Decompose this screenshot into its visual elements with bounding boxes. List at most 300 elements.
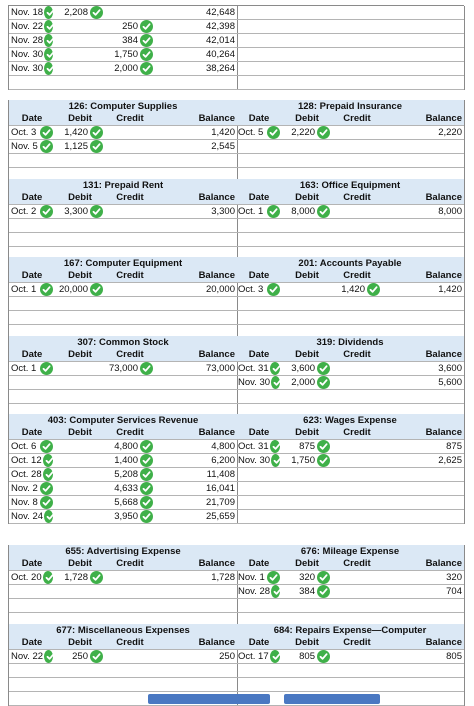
header-balance: Balance	[198, 270, 235, 281]
date-cell[interactable]	[236, 48, 282, 62]
date-cell[interactable]	[236, 219, 282, 233]
debit-cell[interactable]	[282, 585, 332, 599]
ledger-row	[236, 34, 464, 48]
date-cell[interactable]	[9, 126, 55, 140]
date-value: Oct. 31	[238, 363, 269, 374]
debit-cell[interactable]	[55, 571, 105, 585]
next-button[interactable]	[284, 694, 380, 704]
balance-value: 3,300	[211, 206, 235, 217]
ledger-row	[236, 283, 464, 297]
date-cell[interactable]	[9, 283, 55, 297]
date-cell[interactable]	[9, 664, 55, 678]
credit-cell[interactable]	[105, 233, 155, 247]
debit-cell[interactable]	[55, 496, 105, 510]
debit-cell[interactable]	[55, 482, 105, 496]
credit-cell[interactable]	[332, 390, 382, 404]
debit-cell[interactable]	[282, 664, 332, 678]
ledger-row	[9, 233, 237, 247]
debit-cell[interactable]	[55, 20, 105, 34]
ledger-row	[9, 297, 237, 311]
account-title-row	[236, 336, 464, 348]
balance-cell	[155, 571, 237, 585]
date-cell[interactable]	[9, 496, 55, 510]
balance-cell	[382, 297, 464, 311]
credit-cell[interactable]	[332, 650, 382, 664]
credit-cell[interactable]	[332, 496, 382, 510]
credit-cell[interactable]	[332, 48, 382, 62]
debit-value: 2,000	[291, 377, 315, 388]
header-balance: Balance	[425, 192, 462, 203]
date-value: Nov. 30	[238, 455, 271, 466]
date-cell[interactable]	[236, 6, 282, 20]
debit-cell[interactable]	[282, 650, 332, 664]
ledger-row	[236, 510, 464, 524]
debit-cell[interactable]	[55, 62, 105, 76]
correct-check-icon	[43, 468, 53, 481]
credit-cell[interactable]	[332, 454, 382, 468]
credit-cell[interactable]	[332, 664, 382, 678]
debit-cell[interactable]	[55, 650, 105, 664]
correct-check-icon	[40, 496, 53, 509]
credit-cell[interactable]	[332, 233, 382, 247]
debit-cell[interactable]	[282, 482, 332, 496]
date-value: Oct. 31	[238, 441, 269, 452]
correct-check-icon	[90, 126, 103, 139]
date-value: Nov. 8	[11, 497, 38, 508]
correct-check-icon	[267, 205, 280, 218]
correct-check-icon	[140, 62, 153, 75]
debit-cell[interactable]	[282, 48, 332, 62]
credit-cell[interactable]	[105, 678, 155, 692]
balance-cell	[382, 76, 464, 90]
credit-cell[interactable]	[105, 599, 155, 613]
date-cell[interactable]	[9, 154, 55, 168]
date-value: Oct. 28	[11, 469, 42, 480]
date-value: Oct. 1	[238, 206, 264, 217]
ledger-row	[236, 585, 464, 599]
credit-cell[interactable]	[332, 482, 382, 496]
debit-cell[interactable]	[282, 376, 332, 390]
credit-value: 384	[122, 35, 138, 46]
correct-check-icon	[90, 140, 103, 153]
balance-value: 2,545	[211, 141, 235, 152]
account-title-row	[236, 257, 464, 269]
date-cell[interactable]	[236, 585, 282, 599]
ledger-row	[236, 376, 464, 390]
debit-cell[interactable]	[55, 678, 105, 692]
date-value: Nov. 22	[11, 651, 44, 662]
date-cell[interactable]	[236, 496, 282, 510]
ledger-row	[9, 390, 237, 404]
credit-cell[interactable]	[105, 154, 155, 168]
balance-value: 42,648	[205, 7, 235, 18]
credit-value: 250	[122, 21, 138, 32]
debit-value: 3,300	[64, 206, 88, 217]
header-debit: Debit	[295, 558, 319, 569]
balance-value: 25,659	[205, 511, 235, 522]
debit-cell[interactable]	[282, 454, 332, 468]
debit-cell[interactable]	[282, 599, 332, 613]
ledger-row	[9, 20, 237, 34]
date-cell[interactable]	[236, 362, 282, 376]
account-title: 623: Wages Expense	[303, 414, 397, 426]
ledger-row	[9, 6, 237, 20]
ledger-row	[9, 154, 237, 168]
debit-cell[interactable]	[282, 205, 332, 219]
credit-cell[interactable]	[105, 496, 155, 510]
date-cell[interactable]	[236, 205, 282, 219]
debit-cell[interactable]	[282, 440, 332, 454]
column-header-row	[236, 191, 464, 205]
column-header-row	[236, 112, 464, 126]
credit-cell[interactable]	[332, 311, 382, 325]
correct-check-icon	[43, 454, 53, 467]
debit-cell[interactable]	[55, 126, 105, 140]
credit-cell[interactable]	[332, 76, 382, 90]
balance-cell	[382, 362, 464, 376]
balance-cell	[155, 154, 237, 168]
balance-cell	[155, 376, 237, 390]
credit-cell[interactable]	[105, 482, 155, 496]
balance-cell	[382, 678, 464, 692]
ledger-row	[9, 283, 237, 297]
date-cell[interactable]	[9, 362, 55, 376]
date-cell[interactable]	[236, 297, 282, 311]
date-cell[interactable]	[236, 233, 282, 247]
debit-cell[interactable]	[55, 468, 105, 482]
correct-check-icon	[140, 20, 153, 33]
credit-cell[interactable]	[332, 140, 382, 154]
date-value: Oct. 1	[11, 363, 37, 374]
ledger-account	[236, 100, 465, 182]
date-cell[interactable]	[9, 140, 55, 154]
credit-cell[interactable]	[105, 311, 155, 325]
correct-check-icon	[44, 20, 53, 33]
credit-cell[interactable]	[105, 571, 155, 585]
credit-cell[interactable]	[105, 362, 155, 376]
date-cell[interactable]	[9, 48, 55, 62]
ledger-row	[236, 48, 464, 62]
balance-value: 805	[446, 651, 462, 662]
credit-cell[interactable]	[105, 48, 155, 62]
debit-cell[interactable]	[282, 297, 332, 311]
column-header-row	[236, 426, 464, 440]
date-cell[interactable]	[236, 678, 282, 692]
date-cell[interactable]	[236, 76, 282, 90]
credit-cell[interactable]	[332, 297, 382, 311]
credit-cell[interactable]	[105, 76, 155, 90]
date-cell[interactable]	[9, 454, 55, 468]
date-cell[interactable]	[236, 571, 282, 585]
ledger-row	[236, 154, 464, 168]
credit-cell[interactable]	[332, 6, 382, 20]
debit-cell[interactable]	[55, 510, 105, 524]
debit-cell[interactable]	[282, 62, 332, 76]
credit-cell[interactable]	[332, 468, 382, 482]
date-cell[interactable]	[236, 664, 282, 678]
header-date: Date	[21, 113, 43, 124]
balance-value: 42,398	[205, 21, 235, 32]
credit-cell[interactable]	[105, 390, 155, 404]
correct-check-icon	[317, 440, 330, 453]
date-cell[interactable]	[236, 311, 282, 325]
debit-cell[interactable]	[282, 154, 332, 168]
header-date: Date	[21, 192, 43, 203]
debit-cell[interactable]	[55, 34, 105, 48]
credit-cell[interactable]	[332, 20, 382, 34]
ledger-account	[236, 179, 465, 261]
credit-cell[interactable]	[332, 440, 382, 454]
date-cell[interactable]	[236, 390, 282, 404]
date-cell[interactable]	[9, 390, 55, 404]
correct-check-icon	[40, 140, 53, 153]
debit-cell[interactable]	[55, 599, 105, 613]
debit-cell[interactable]	[55, 692, 105, 706]
debit-cell[interactable]	[282, 20, 332, 34]
date-cell[interactable]	[9, 440, 55, 454]
credit-cell[interactable]	[105, 440, 155, 454]
date-cell[interactable]	[236, 440, 282, 454]
debit-cell[interactable]	[55, 664, 105, 678]
balance-cell	[155, 496, 237, 510]
debit-cell[interactable]	[55, 440, 105, 454]
correct-check-icon	[317, 454, 330, 467]
credit-cell[interactable]	[105, 650, 155, 664]
ledger-account	[236, 336, 465, 418]
balance-value: 6,200	[211, 455, 235, 466]
credit-cell[interactable]	[332, 599, 382, 613]
balance-value: 73,000	[205, 363, 235, 374]
correct-check-icon	[140, 48, 153, 61]
date-cell[interactable]	[9, 482, 55, 496]
balance-cell	[382, 6, 464, 20]
date-cell[interactable]	[236, 126, 282, 140]
date-cell[interactable]	[9, 692, 55, 706]
debit-cell[interactable]	[55, 362, 105, 376]
date-cell[interactable]	[9, 62, 55, 76]
credit-value: 3,950	[114, 511, 138, 522]
date-cell[interactable]	[236, 468, 282, 482]
debit-cell[interactable]	[55, 154, 105, 168]
debit-cell[interactable]	[55, 390, 105, 404]
credit-cell[interactable]	[105, 20, 155, 34]
balance-cell	[155, 482, 237, 496]
date-cell[interactable]	[9, 219, 55, 233]
ledger-row	[236, 311, 464, 325]
date-cell[interactable]	[236, 376, 282, 390]
date-cell[interactable]	[236, 140, 282, 154]
account-title-row	[9, 414, 237, 426]
date-cell[interactable]	[236, 454, 282, 468]
header-debit: Debit	[68, 637, 92, 648]
date-cell[interactable]	[236, 650, 282, 664]
date-cell[interactable]	[9, 650, 55, 664]
date-cell[interactable]	[236, 482, 282, 496]
correct-check-icon	[44, 48, 53, 61]
date-cell[interactable]	[9, 678, 55, 692]
credit-value: 2,000	[114, 63, 138, 74]
header-credit: Credit	[343, 637, 371, 648]
debit-cell[interactable]	[55, 219, 105, 233]
column-header-row	[236, 269, 464, 283]
prev-button[interactable]	[148, 694, 270, 704]
debit-cell[interactable]	[282, 311, 332, 325]
debit-cell[interactable]	[282, 126, 332, 140]
debit-cell[interactable]	[282, 140, 332, 154]
ledger-row	[236, 650, 464, 664]
header-date: Date	[21, 637, 43, 648]
debit-cell[interactable]	[282, 6, 332, 20]
credit-cell[interactable]	[105, 6, 155, 20]
date-value: Oct. 1	[11, 284, 37, 295]
date-cell[interactable]	[9, 233, 55, 247]
credit-cell[interactable]	[105, 140, 155, 154]
debit-cell[interactable]	[282, 283, 332, 297]
credit-cell[interactable]	[105, 376, 155, 390]
credit-cell[interactable]	[332, 34, 382, 48]
debit-value: 1,420	[64, 127, 88, 138]
correct-check-icon	[140, 468, 153, 481]
credit-cell[interactable]	[105, 62, 155, 76]
date-cell[interactable]	[9, 510, 55, 524]
debit-cell[interactable]	[55, 376, 105, 390]
debit-value: 20,000	[58, 284, 88, 295]
credit-cell[interactable]	[105, 283, 155, 297]
ledger-account	[8, 100, 238, 182]
date-cell[interactable]	[9, 585, 55, 599]
balance-cell	[155, 34, 237, 48]
credit-cell[interactable]	[332, 362, 382, 376]
header-balance: Balance	[198, 637, 235, 648]
date-cell[interactable]	[9, 34, 55, 48]
debit-cell[interactable]	[55, 48, 105, 62]
date-value: Nov. 28	[11, 35, 44, 46]
credit-cell[interactable]	[105, 664, 155, 678]
header-debit: Debit	[295, 270, 319, 281]
date-cell[interactable]	[236, 20, 282, 34]
account-title-row	[9, 257, 237, 269]
credit-cell[interactable]	[332, 283, 382, 297]
credit-cell[interactable]	[105, 297, 155, 311]
credit-cell[interactable]	[332, 585, 382, 599]
credit-cell[interactable]	[332, 678, 382, 692]
correct-check-icon	[90, 205, 103, 218]
balance-cell	[382, 311, 464, 325]
debit-cell[interactable]	[55, 297, 105, 311]
balance-cell	[382, 599, 464, 613]
header-debit: Debit	[295, 637, 319, 648]
balance-cell	[382, 692, 464, 706]
debit-cell[interactable]	[55, 205, 105, 219]
date-cell[interactable]	[9, 20, 55, 34]
credit-cell[interactable]	[332, 126, 382, 140]
date-cell[interactable]	[9, 311, 55, 325]
debit-cell[interactable]	[55, 233, 105, 247]
debit-cell[interactable]	[282, 571, 332, 585]
credit-cell[interactable]	[105, 205, 155, 219]
credit-cell[interactable]	[332, 376, 382, 390]
debit-cell[interactable]	[282, 678, 332, 692]
date-cell[interactable]	[9, 468, 55, 482]
balance-value: 38,264	[205, 63, 235, 74]
credit-cell[interactable]	[105, 219, 155, 233]
ledger-row	[236, 219, 464, 233]
balance-value: 1,420	[211, 127, 235, 138]
credit-cell[interactable]	[105, 468, 155, 482]
correct-check-icon	[317, 362, 330, 375]
debit-cell[interactable]	[55, 140, 105, 154]
debit-cell[interactable]	[55, 454, 105, 468]
date-cell[interactable]	[236, 283, 282, 297]
debit-cell[interactable]	[282, 496, 332, 510]
header-balance: Balance	[425, 270, 462, 281]
ledger-row	[9, 62, 237, 76]
credit-cell[interactable]	[332, 205, 382, 219]
balance-cell	[155, 510, 237, 524]
date-cell[interactable]	[236, 154, 282, 168]
debit-cell[interactable]	[55, 76, 105, 90]
date-cell[interactable]	[9, 297, 55, 311]
date-cell[interactable]	[236, 62, 282, 76]
correct-check-icon	[43, 571, 53, 584]
header-balance: Balance	[198, 427, 235, 438]
debit-cell[interactable]	[55, 311, 105, 325]
debit-cell[interactable]	[282, 34, 332, 48]
credit-cell[interactable]	[332, 62, 382, 76]
header-date: Date	[248, 558, 270, 569]
credit-cell[interactable]	[332, 510, 382, 524]
credit-cell[interactable]	[105, 454, 155, 468]
debit-cell[interactable]	[282, 510, 332, 524]
account-title-row	[236, 624, 464, 636]
date-cell[interactable]	[236, 599, 282, 613]
header-credit: Credit	[116, 637, 144, 648]
debit-cell[interactable]	[282, 76, 332, 90]
date-value: Nov. 22	[11, 21, 44, 32]
date-cell[interactable]	[236, 34, 282, 48]
credit-cell[interactable]	[105, 34, 155, 48]
date-value: Oct. 2	[11, 206, 37, 217]
header-credit: Credit	[116, 113, 144, 124]
credit-cell[interactable]	[332, 219, 382, 233]
date-cell[interactable]	[9, 376, 55, 390]
credit-cell[interactable]	[332, 571, 382, 585]
column-header-row	[9, 636, 237, 650]
credit-cell[interactable]	[332, 154, 382, 168]
balance-value: 875	[446, 441, 462, 452]
credit-cell[interactable]	[105, 585, 155, 599]
date-cell[interactable]	[9, 76, 55, 90]
debit-cell[interactable]	[55, 585, 105, 599]
date-cell[interactable]	[9, 571, 55, 585]
date-cell[interactable]	[9, 205, 55, 219]
correct-check-icon	[40, 283, 53, 296]
date-cell[interactable]	[9, 6, 55, 20]
debit-cell[interactable]	[282, 362, 332, 376]
debit-cell[interactable]	[282, 390, 332, 404]
credit-cell[interactable]	[105, 510, 155, 524]
debit-cell[interactable]	[282, 233, 332, 247]
debit-cell[interactable]	[282, 468, 332, 482]
debit-cell[interactable]	[55, 6, 105, 20]
ledger-row	[9, 311, 237, 325]
date-cell[interactable]	[9, 599, 55, 613]
credit-cell[interactable]	[105, 126, 155, 140]
date-cell[interactable]	[236, 510, 282, 524]
debit-cell[interactable]	[282, 219, 332, 233]
debit-cell[interactable]	[55, 283, 105, 297]
ledger-row	[236, 76, 464, 90]
